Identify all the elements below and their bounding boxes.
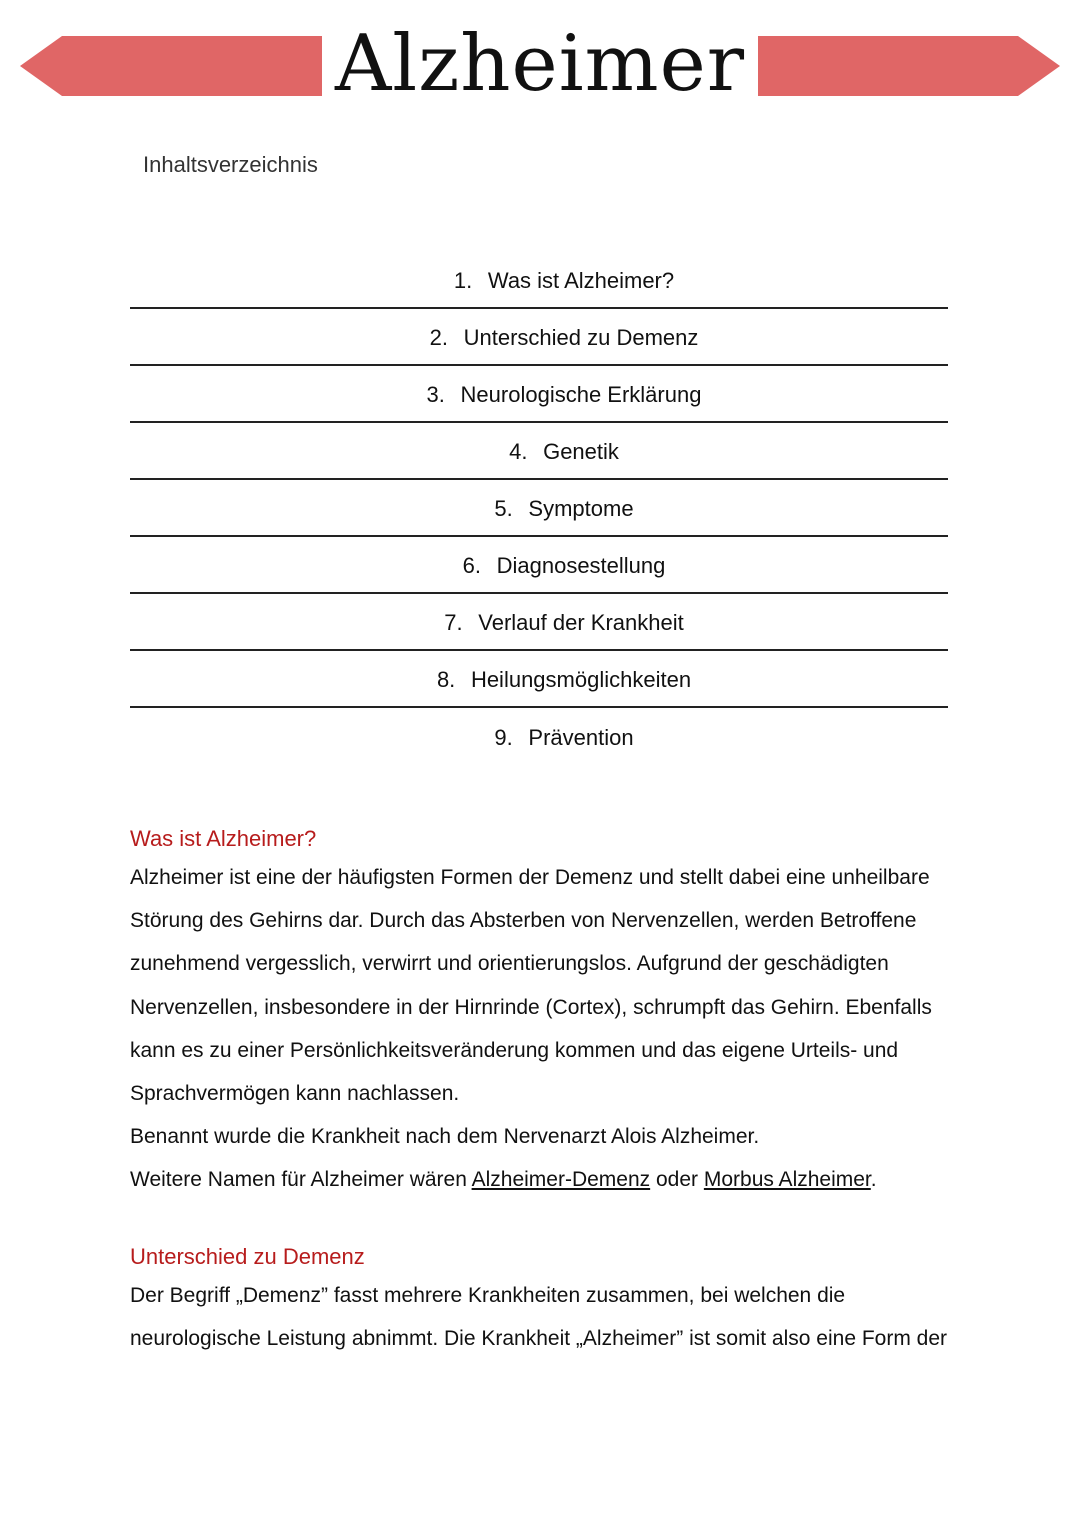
section-spacer — [130, 1202, 950, 1240]
toc-item-label: Diagnosestellung — [496, 552, 666, 578]
header-banner — [0, 0, 1080, 130]
toc-item-number: 8. — [436, 666, 456, 692]
section-heading-was-ist-alzheimer: Was ist Alzheimer? — [130, 826, 317, 851]
toc-item[interactable] — [130, 309, 948, 366]
toc-item[interactable] — [130, 537, 948, 594]
table-of-contents — [130, 253, 948, 765]
toc-item-label: Verlauf der Krankheit — [478, 609, 684, 635]
toc-item-label: Unterschied zu Demenz — [463, 324, 699, 350]
toc-item[interactable] — [130, 651, 948, 708]
toc-heading: Inhaltsverzeichnis — [143, 152, 318, 177]
toc-item[interactable] — [130, 708, 948, 765]
toc-item-number: 4. — [509, 438, 528, 464]
paragraph-other-names — [130, 1158, 950, 1201]
document-body — [130, 822, 950, 1360]
toc-item-label: Genetik — [543, 438, 619, 464]
paragraph: Alzheimer ist eine der häufigsten Formen der Demenz und stellt dabei eine unheilbare Störung des Gehirns dar. Durch das Absterben von Nervenzellen, werden Betroffene zunehmend vergesslich, verwirrt und orientierungslos. Aufgrund der geschädigten Nervenzellen, insbesondere in der Hirnrinde (Cortex), schrumpft das Gehirn. Ebenfalls kann es zu einer Persönlichkeitsveränderung kommen und das eigene Urteils- und Sprachvermögen kann nachlassen. — [130, 866, 932, 1106]
toc-item[interactable] — [130, 594, 948, 651]
toc-item-number: 9. — [494, 724, 513, 750]
link-morbus-alzheimer[interactable]: Morbus Alzheimer — [703, 1168, 871, 1192]
toc-item[interactable] — [130, 253, 948, 309]
toc-item[interactable] — [130, 366, 948, 423]
toc-item-label: Symptome — [528, 495, 634, 521]
toc-item[interactable] — [130, 423, 948, 480]
toc-item-number: 1. — [453, 268, 473, 293]
link-alzheimer-demenz[interactable]: Alzheimer-Demenz — [471, 1168, 651, 1192]
paragraph: Der Begriff „Demenz” fasst mehrere Krankheiten zusammen, bei welchen die neurologische Leistung abnimmt. Die Krankheit „Alzheimer” ist somit also eine Form der — [130, 1283, 948, 1350]
document-title: Alzheimer — [334, 19, 746, 109]
toc-item[interactable] — [130, 480, 948, 537]
text-fragment: oder — [650, 1168, 704, 1192]
paragraph: Benannt wurde die Krankheit nach dem Nervenarzt Alois Alzheimer. — [130, 1125, 760, 1149]
toc-item-number: 3. — [426, 381, 445, 407]
toc-item-label: Prävention — [528, 724, 634, 750]
text-fragment: Weitere Namen für Alzheimer wären — [130, 1168, 472, 1192]
toc-item-label: Neurologische Erklärung — [460, 381, 702, 407]
section-heading-unterschied-zu-demenz: Unterschied zu Demenz — [130, 1243, 365, 1269]
toc-item-label: Was ist Alzheimer? — [487, 268, 675, 293]
toc-item-label: Heilungsmöglichkeiten — [470, 666, 692, 692]
toc-item-number: 5. — [494, 495, 513, 521]
toc-item-number: 2. — [429, 324, 448, 350]
toc-item-number: 7. — [444, 609, 463, 635]
toc-item-number: 6. — [462, 552, 481, 578]
text-fragment: . — [870, 1168, 877, 1192]
